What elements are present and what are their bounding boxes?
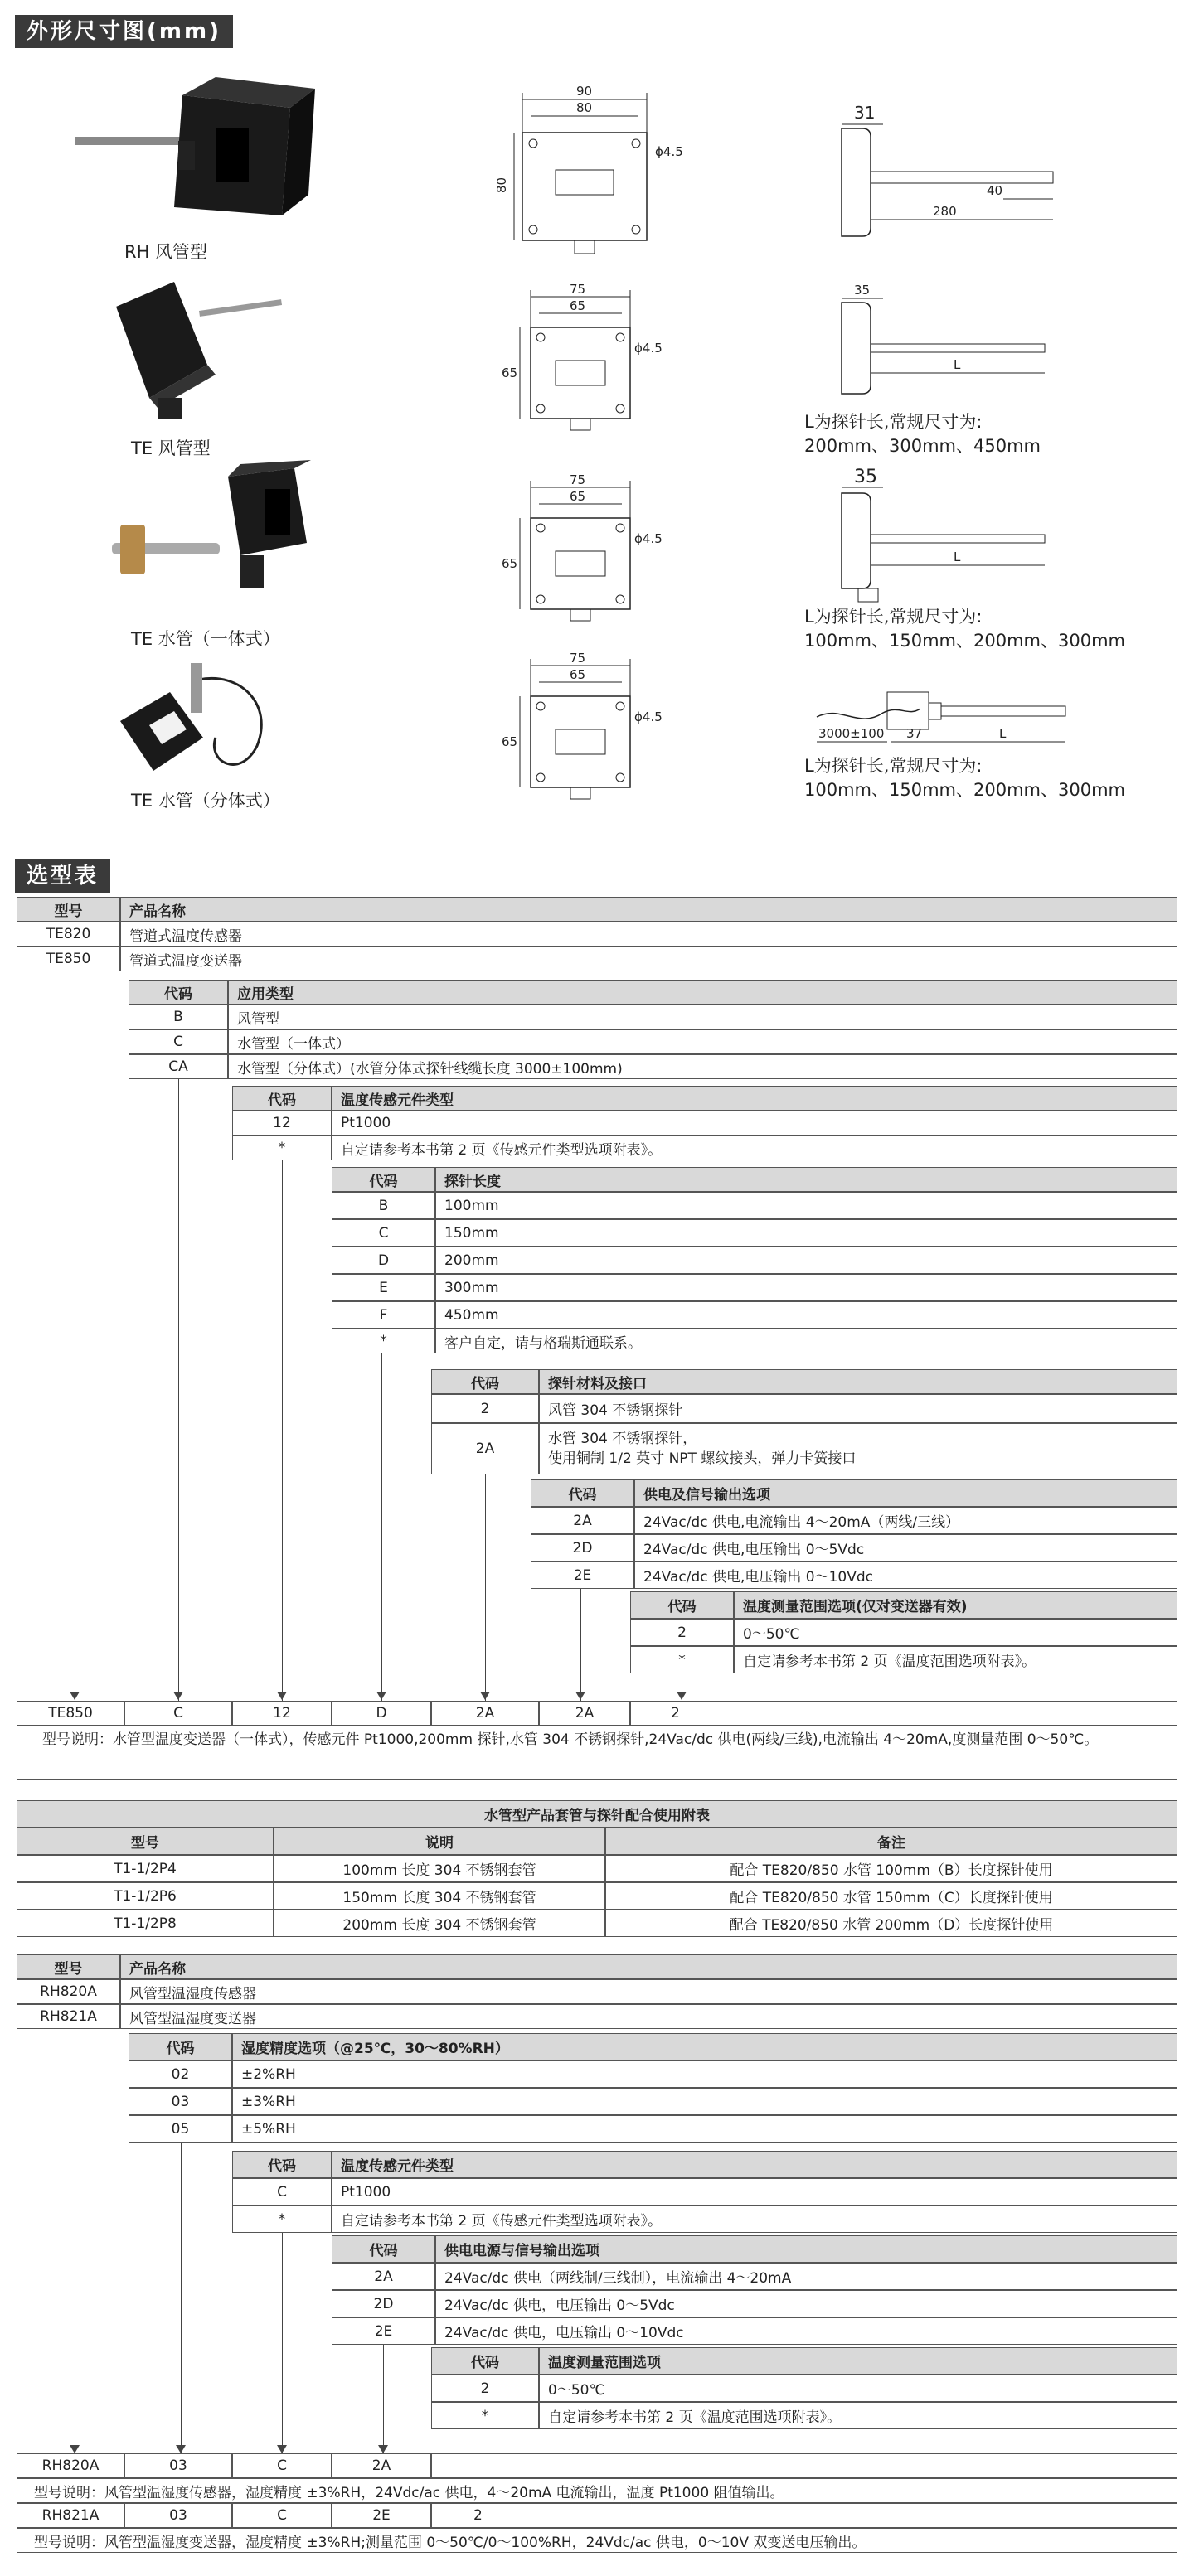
rh-acc-val-3: ±5%RH — [232, 2115, 1177, 2143]
rh-acc-code-1: 02 — [129, 2060, 232, 2088]
rh-output-header-name: 供电电源与信号输出选项 — [435, 2235, 1177, 2263]
section-title-dimensions: 外形尺寸图(mm) — [15, 15, 233, 48]
rh-name-1: 风管型温湿度传感器 — [120, 1979, 1177, 2004]
te-length-val-5: 450mm — [435, 1301, 1177, 1329]
sleeve-model-2: T1-1/2P6 — [17, 1882, 274, 1910]
te-material-code-1: 2 — [431, 1394, 539, 1423]
arrow-down-icon — [176, 2445, 186, 2453]
te-model-2: TE850 — [17, 947, 120, 971]
rh-example1-empty — [431, 2453, 1177, 2478]
te-app-code-3: CA — [129, 1054, 228, 1079]
te-material-code-2: 2A — [431, 1423, 539, 1474]
connector-line — [181, 2143, 182, 2453]
sleeve-note-2: 配合 TE820/850 水管 150mm（C）长度探针使用 — [605, 1882, 1177, 1910]
dim-depth: 35 — [854, 467, 877, 487]
te-name-1: 管道式温度传感器 — [120, 922, 1177, 947]
dim-width-outer: 75 — [570, 472, 586, 487]
te-length-header-code: 代码 — [332, 1167, 435, 1192]
section-title-selection: 选型表 — [15, 859, 110, 893]
te-length-code-5: F — [332, 1301, 435, 1329]
arrow-down-icon — [70, 1692, 80, 1700]
dim-depth: 31 — [854, 103, 876, 123]
te-material-line: 水管 304 不锈钢探针， — [548, 1431, 697, 1447]
dim-probe: 280 — [933, 204, 957, 219]
sleeve-note-1: 配合 TE820/850 水管 100mm（B）长度探针使用 — [605, 1855, 1177, 1882]
probe-length-note-2 — [804, 605, 1125, 653]
sleeve-desc-3: 200mm 长度 304 不锈钢套管 — [274, 1910, 605, 1937]
photo-label-te-duct: TE 风管型 — [131, 438, 211, 458]
arrow-down-icon — [677, 1692, 687, 1700]
te-example-sensor: 12 — [232, 1701, 332, 1726]
sleeve-model-1: T1-1/2P4 — [17, 1855, 274, 1882]
rh-name-2: 风管型温湿度变送器 — [120, 2004, 1177, 2029]
rh-output-val-3: 24Vac/dc 供电，电压输出 0～10Vdc — [435, 2317, 1177, 2345]
rh-acc-header-name: 湿度精度选项（@25℃，30～80%RH） — [232, 2033, 1177, 2060]
te-output-code-1: 2A — [531, 1507, 634, 1534]
arrow-down-icon — [575, 1692, 585, 1700]
side-drawing-4 — [808, 671, 1074, 763]
sleeve-note-3: 配合 TE820/850 水管 200mm（D）长度探针使用 — [605, 1910, 1177, 1937]
te-output-code-3: 2E — [531, 1562, 634, 1589]
connector-line — [282, 2233, 283, 2453]
te-sensor-code-1: 12 — [232, 1111, 332, 1135]
te-app-header-name: 应用类型 — [228, 980, 1177, 1005]
te-example-material: 2A — [431, 1701, 539, 1726]
te-length-val-2: 150mm — [435, 1219, 1177, 1247]
arrow-down-icon — [378, 2445, 388, 2453]
front-drawing-2 — [477, 282, 726, 448]
probe-length-note-1 — [804, 410, 1041, 458]
dim-height: 80 — [494, 177, 509, 193]
rh-sensor-code-2: * — [232, 2206, 332, 2233]
arrow-down-icon — [277, 2445, 287, 2453]
te-range-name-2: 自定请参考本书第 2 页《温度范围选项附表》。 — [734, 1646, 1177, 1673]
te-sensor-name-2: 自定请参考本书第 2 页《传感元件类型选项附表》。 — [332, 1135, 1177, 1160]
te-output-name-1: 24Vac/dc 供电,电流输出 4～20mA（两线/三线） — [634, 1507, 1177, 1534]
dim-length: L — [999, 726, 1007, 741]
note-line: 100mm、150mm、200mm、300mm — [804, 631, 1125, 651]
te-output-code-2: 2D — [531, 1534, 634, 1562]
dim-width-inner: 80 — [576, 100, 593, 115]
te-material-name-1: 风管 304 不锈钢探针 — [539, 1394, 1177, 1423]
rh-example1-model: RH820A — [17, 2453, 124, 2478]
dim-width-outer: 75 — [570, 282, 586, 297]
rh-output-header-code: 代码 — [332, 2235, 435, 2263]
rh-model-1: RH820A — [17, 1979, 120, 2004]
note-line: L为探针长,常规尺寸为: — [804, 607, 983, 627]
te-app-code-1: B — [129, 1005, 228, 1029]
te-material-line: 使用铜制 1/2 英寸 NPT 螺纹接头，弹力卡簧接口 — [548, 1450, 857, 1467]
te-output-header-code: 代码 — [531, 1479, 634, 1507]
rh-range-code-2: * — [431, 2402, 539, 2429]
connector-line — [178, 1079, 179, 1701]
te-app-name-1: 风管型 — [228, 1005, 1177, 1029]
arrow-down-icon — [376, 1692, 386, 1700]
arrow-down-icon — [173, 1692, 183, 1700]
te-duct-photo — [100, 282, 282, 423]
dim-width-outer: 90 — [576, 84, 593, 99]
side-drawing-3 — [821, 464, 1070, 605]
te-range-code-1: 2 — [630, 1619, 734, 1646]
te-sensor-name-1: Pt1000 — [332, 1111, 1177, 1135]
rh-example1-description: 型号说明：风管型温湿度传感器，湿度精度 ±3%RH，24Vdc/ac 供电，4～20mA 电流输出，温度 Pt1000 阻值输出。 — [17, 2478, 1177, 2503]
side-drawing-1 — [821, 95, 1070, 245]
rh-sensor-header-code: 代码 — [232, 2151, 332, 2178]
sleeve-header-model: 型号 — [17, 1828, 274, 1855]
rh-example2-sensor: C — [232, 2503, 332, 2528]
rh-acc-val-1: ±2%RH — [232, 2060, 1177, 2088]
te-example-app: C — [124, 1701, 232, 1726]
rh-acc-val-2: ±3%RH — [232, 2088, 1177, 2115]
te-length-code-3: D — [332, 1247, 435, 1274]
te-sensor-header-code: 代码 — [232, 1086, 332, 1111]
dim-length: L — [954, 357, 961, 372]
note-line: 100mm、150mm、200mm、300mm — [804, 780, 1125, 800]
te-sensor-header-name: 温度传感元件类型 — [332, 1086, 1177, 1111]
note-line: 200mm、300mm、450mm — [804, 436, 1041, 456]
te-water-split-photo — [116, 655, 282, 787]
rh-range-code-1: 2 — [431, 2375, 539, 2402]
rh-range-val-2: 自定请参考本书第 2 页《温度范围选项附表》。 — [539, 2402, 1177, 2429]
te-water-integral-photo — [112, 460, 328, 626]
te-length-header-name: 探针长度 — [435, 1167, 1177, 1192]
rh-header-model: 型号 — [17, 1954, 120, 1979]
photo-label-rh-duct: RH 风管型 — [124, 242, 208, 262]
te-model-1: TE820 — [17, 922, 120, 947]
dim-hole: ϕ4.5 — [634, 341, 663, 356]
dim-width-inner: 65 — [570, 298, 586, 313]
sleeve-header-note: 备注 — [605, 1828, 1177, 1855]
sleeve-header-desc: 说明 — [274, 1828, 605, 1855]
te-output-name-2: 24Vac/dc 供电,电压输出 0～5Vdc — [634, 1534, 1177, 1562]
dim-hole: ϕ4.5 — [634, 709, 663, 724]
connector-line — [282, 1160, 283, 1701]
te-output-name-3: 24Vac/dc 供电,电压输出 0～10Vdc — [634, 1562, 1177, 1589]
te-app-name-2: 水管型（一体式） — [228, 1029, 1177, 1054]
te-length-val-4: 300mm — [435, 1274, 1177, 1301]
dim-height: 65 — [502, 556, 518, 571]
connector-line — [383, 2345, 384, 2453]
te-length-code-1: B — [332, 1192, 435, 1219]
front-drawing-4 — [477, 651, 726, 816]
connector-line — [381, 1353, 382, 1701]
dim-width-inner: 65 — [570, 667, 586, 682]
rh-header-name: 产品名称 — [120, 1954, 1177, 1979]
rh-model-2: RH821A — [17, 2004, 120, 2029]
arrow-down-icon — [70, 2445, 80, 2453]
connector-line — [485, 1474, 486, 1701]
te-material-name-2 — [539, 1423, 1177, 1474]
rh-sensor-val-2: 自定请参考本书第 2 页《传感元件类型选项附表》。 — [332, 2206, 1177, 2233]
rh-output-val-2: 24Vac/dc 供电，电压输出 0～5Vdc — [435, 2290, 1177, 2317]
front-drawing-3 — [477, 472, 726, 638]
te-range-header-name: 温度测量范围选项(仅对变送器有效) — [734, 1591, 1177, 1619]
dim-height: 65 — [502, 366, 518, 380]
rh-example2-output: 2E — [332, 2503, 431, 2528]
rh-acc-header-code: 代码 — [129, 2033, 232, 2060]
te-name-2: 管道式温度变送器 — [120, 947, 1177, 971]
te-length-val-3: 200mm — [435, 1247, 1177, 1274]
te-app-header-code: 代码 — [129, 980, 228, 1005]
te-example-output: 2A — [539, 1701, 630, 1726]
te-header-name: 产品名称 — [120, 897, 1177, 922]
connector-line — [580, 1589, 581, 1701]
te-example-length: D — [332, 1701, 431, 1726]
te-length-code-2: C — [332, 1219, 435, 1247]
rh-range-header-name: 温度测量范围选项 — [539, 2347, 1177, 2375]
te-material-header-name: 探针材料及接口 — [539, 1369, 1177, 1394]
note-line: L为探针长,常规尺寸为: — [804, 756, 983, 776]
arrow-down-icon — [480, 1692, 490, 1700]
te-length-code-4: E — [332, 1274, 435, 1301]
rh-range-header-code: 代码 — [431, 2347, 539, 2375]
rh-acc-code-3: 05 — [129, 2115, 232, 2143]
te-range-code-2: * — [630, 1646, 734, 1673]
dim-mid: 37 — [906, 726, 923, 741]
sleeve-model-3: T1-1/2P8 — [17, 1910, 274, 1937]
te-output-header-name: 供电及信号输出选项 — [634, 1479, 1177, 1507]
rh-example2-description: 型号说明：风管型温湿度变送器，湿度精度 ±3%RH;测量范围 0～50℃/0～100%RH，24Vdc/ac 供电，0～10V 双变送电压输出。 — [17, 2528, 1177, 2553]
dim-width-outer: 75 — [570, 651, 586, 666]
te-length-code-6: * — [332, 1329, 435, 1353]
rh-example1-output: 2A — [332, 2453, 431, 2478]
rh-output-code-3: 2E — [332, 2317, 435, 2345]
dim-width-inner: 65 — [570, 489, 586, 504]
rh-sensor-code-1: C — [232, 2178, 332, 2206]
side-drawing-2 — [821, 278, 1070, 402]
te-header-model: 型号 — [17, 897, 120, 922]
rh-sensor-header-name: 温度传感元件类型 — [332, 2151, 1177, 2178]
dim-height: 65 — [502, 734, 518, 749]
rh-example2-range: 2 — [431, 2503, 1177, 2528]
te-example-range: 2 — [630, 1701, 1177, 1726]
rh-output-code-2: 2D — [332, 2290, 435, 2317]
rh-example1-sensor: C — [232, 2453, 332, 2478]
te-range-header-code: 代码 — [630, 1591, 734, 1619]
rh-duct-photo — [75, 70, 315, 228]
te-length-val-6: 客户自定，请与格瑞斯通联系。 — [435, 1329, 1177, 1353]
dim-length: L — [954, 550, 961, 564]
dim-hole: ϕ4.5 — [655, 144, 683, 159]
te-length-val-1: 100mm — [435, 1192, 1177, 1219]
te-range-name-1: 0～50℃ — [734, 1619, 1177, 1646]
rh-example2-model: RH821A — [17, 2503, 124, 2528]
dim-tip: 40 — [987, 183, 1003, 198]
rh-range-val-1: 0～50℃ — [539, 2375, 1177, 2402]
te-example-model: TE850 — [17, 1701, 124, 1726]
rh-acc-code-2: 03 — [129, 2088, 232, 2115]
sleeve-title: 水管型产品套管与探针配合使用附表 — [17, 1800, 1177, 1828]
photo-label-te-water-split: TE 水管（分体式） — [131, 791, 280, 811]
sleeve-desc-2: 150mm 长度 304 不锈钢套管 — [274, 1882, 605, 1910]
te-sensor-code-2: * — [232, 1135, 332, 1160]
rh-output-code-1: 2A — [332, 2263, 435, 2290]
rh-example1-acc: 03 — [124, 2453, 232, 2478]
te-material-header-code: 代码 — [431, 1369, 539, 1394]
note-line: L为探针长,常规尺寸为: — [804, 412, 983, 432]
front-drawing-1 — [477, 75, 726, 274]
te-example-description: 型号说明：水管型温度变送器（一体式），传感元件 Pt1000,200mm 探针,水管 304 不锈钢探针,24Vac/dc 供电(两线/三线),电流输出 4～20mA,度测量范围 0～50℃。 — [17, 1726, 1177, 1780]
arrow-down-icon — [277, 1692, 287, 1700]
rh-sensor-val-1: Pt1000 — [332, 2178, 1177, 2206]
rh-output-val-1: 24Vac/dc 供电（两线制/三线制），电流输出 4～20mA — [435, 2263, 1177, 2290]
sleeve-desc-1: 100mm 长度 304 不锈钢套管 — [274, 1855, 605, 1882]
dim-depth: 35 — [854, 283, 871, 298]
dim-cable: 3000±100 — [818, 726, 885, 741]
te-app-code-2: C — [129, 1029, 228, 1054]
probe-length-note-3 — [804, 754, 1125, 802]
rh-example2-acc: 03 — [124, 2503, 232, 2528]
te-app-name-3: 水管型（分体式）(水管分体式探针线缆长度 3000±100mm) — [228, 1054, 1177, 1079]
dim-hole: ϕ4.5 — [634, 531, 663, 546]
photo-label-te-water-integral: TE 水管（一体式） — [131, 629, 280, 649]
